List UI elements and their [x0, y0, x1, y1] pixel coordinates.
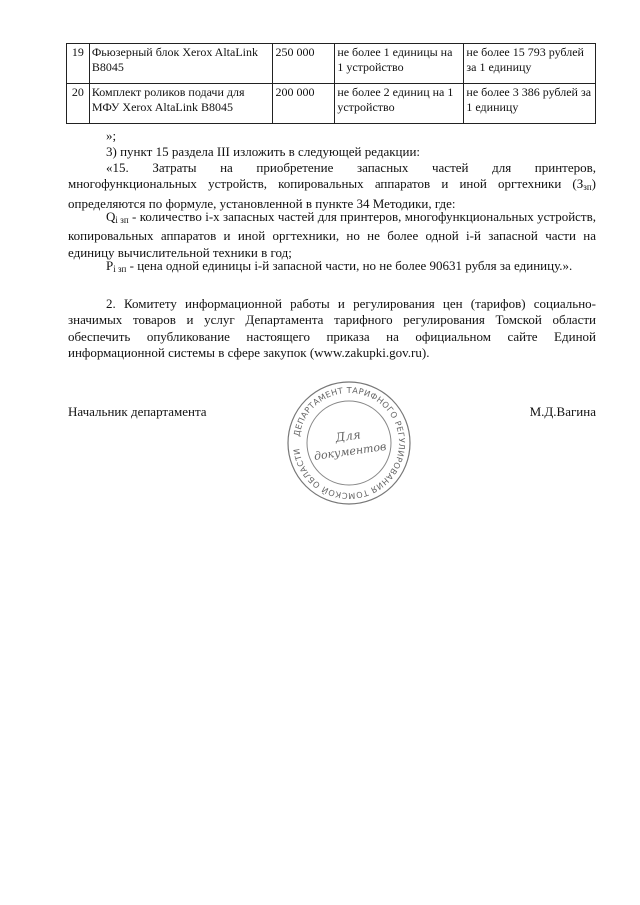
part-price: не более 15 793 рублей за 1 единицу	[464, 44, 596, 84]
spare-parts-table	[66, 43, 596, 124]
q-subscript: i зп	[115, 215, 129, 225]
paragraph-15-body: многофункциональных устройств, копировальных аппаратов и иной оргтехники $(З_{зп})$ определяются по формуле, установленной в пункте 34 Методики, где:	[68, 176, 596, 211]
item-3-text: 3) пункт 15 раздела III изложить в следующей редакции:	[106, 144, 421, 159]
p-symbol: P	[106, 258, 114, 273]
table-row	[67, 44, 596, 84]
p-subscript: i зп	[113, 264, 127, 274]
p-text: - цена одной единицы i-й запасной части, но не более 90631 рубля за единицу.».	[126, 258, 573, 273]
item-3-paragraph	[68, 144, 596, 160]
q-symbol: Q	[106, 209, 116, 224]
part-limit: не более 1 единицы на 1 устройство	[335, 44, 464, 84]
subscript: зп	[583, 182, 592, 193]
row-number: 19	[67, 44, 90, 84]
q-definition	[68, 209, 596, 261]
part-name: Фьюзерный блок Xerox AltaLink B8045	[89, 44, 273, 84]
closing-quote	[68, 128, 596, 144]
table-row	[67, 84, 596, 124]
item-2-paragraph	[68, 296, 596, 362]
q-text: - количество i-х запасных частей для принтеров, многофункциональных устройств, копировальных аппаратов и иной оргтехники, но не более одной i-й запасной части на единицу вычислительной техники в год;	[68, 209, 596, 260]
closing-quote-text: »;	[106, 128, 117, 143]
part-limit: не более 2 единиц на 1 устройство	[335, 84, 464, 124]
paragraph-15	[68, 160, 596, 212]
part-price: не более 3 386 рублей за 1 единицу	[464, 84, 596, 124]
part-name: Комплект роликов подачи для МФУ Xerox AltaLink B8045	[89, 84, 273, 124]
stamp-outer-ring	[288, 382, 410, 504]
paragraph-15-line1: «15. Затраты на приобретение запасных частей для принтеров,	[106, 160, 596, 175]
signatory-name: М.Д.Вагина	[529, 404, 596, 419]
signatory-position: Начальник департамента	[68, 404, 207, 419]
part-resource: 250 000	[273, 44, 335, 84]
official-stamp	[284, 378, 414, 508]
stamp-center-line1: Для	[334, 427, 362, 445]
row-number: 20	[67, 84, 90, 124]
p-definition	[68, 258, 596, 277]
item-2-text: 2. Комитету информационной работы и регулирования цен (тарифов) социально-значимых товаров и услуг Департамента тарифного регулирования Томской области обеспечить опубликование настоящего приказа на официальном сайте Единой информационной системы в сфере закупок (www.zakupki.gov.ru).	[68, 296, 596, 361]
stamp-center-line2: документов	[313, 439, 388, 463]
part-resource: 200 000	[273, 84, 335, 124]
stamp-ring-text: ДЕПАРТАМЕНТ ТАРИФНОГО РЕГУЛИРОВАНИЯ ТОМСКОЙ ОБЛАСТИ	[291, 384, 408, 502]
